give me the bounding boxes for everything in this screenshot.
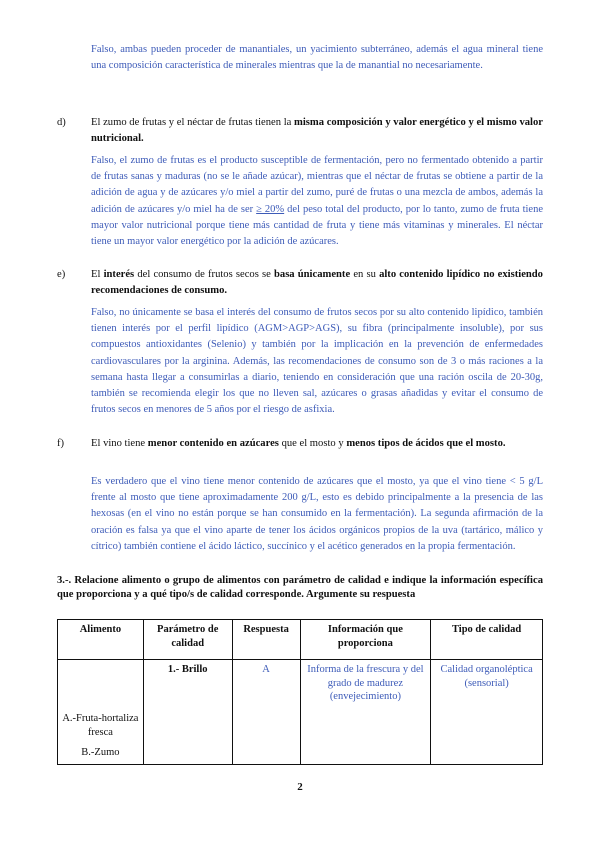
cell-parameter: 1.- Brillo (143, 660, 232, 765)
quality-table (57, 619, 543, 765)
item-e (57, 267, 543, 300)
item-e-statement: El interés del consumo de frutos secos se basa únicamente en su alto contenido lipídico no existiendo recomendaciones de consumo. (91, 269, 543, 297)
table-header-row (58, 620, 543, 660)
question-3: 3.-. Relacione alimento o grupo de alimentos con parámetro de calidad e indique la información específica que proporciona y a qué tipo/s de calidad corresponde. Argumente su respuesta (57, 575, 543, 600)
answer-c-tail: Falso, ambas pueden proceder de manantiales, un yacimiento subterráneo, además el agua mineral tiene una composición característica de minerales mientras que la de manantial no necesariamente. (91, 44, 543, 72)
food-a: A.-Fruta-hortaliza fresca (62, 713, 139, 738)
item-d-statement: El zumo de frutas y el néctar de frutas tienen la misma composición y valor energético y el mismo valor nutricional. (91, 117, 543, 145)
item-d (57, 115, 543, 148)
food-b: B.-Zumo (81, 747, 120, 758)
answer-f: Es verdadero que el vino tiene menor contenido de azúcares que el mosto, ya que el vino tiene < 5 g/L frente al mosto que tiene aproximadamente 200 g/L, esto es debido principalmente a la presencia de las hexosas (en el vino no están porque se han consumido en la fermentación). La segunda afirmación de la oración es falsa ya que el vino aparte de tener los ácidos orgánicos propios de la uva (tartárico, málico y cítrico) también contiene el ácido láctico, succínico y el acético generados en la propia fermentación. (91, 476, 543, 552)
item-e-marker: e) (57, 269, 66, 280)
answer-d: Falso, el zumo de frutas es el producto susceptible de fermentación, pero no fermentado obtenido a partir de frutas sanas y maduras (no se le añade azúcar), mientras que el néctar de frutas se obtiene a partir de la adición de agua y de azúcares y/o miel a partir del zumo, puré de frutas o una mezcla de ambos, además la adición de azúcares y/o miel ha de ser ≥ 20% del peso total del producto, por lo tanto, zumo de fruta tiene mayor valor nutricional porque tiene más cantidad de fruta y tiene más vitaminas y minerales. El néctar tiene un mayor valor energético por la adición de azúcares. (91, 155, 544, 248)
header-food: Alimento (58, 620, 144, 660)
cell-info: Informa de la frescura y del grado de madurez (envejecimiento) (300, 660, 431, 765)
cell-food (58, 660, 144, 765)
item-f-statement: El vino tiene menor contenido en azúcares que el mosto y menos tipos de ácidos que el mosto. (91, 438, 506, 449)
answer-e: Falso, no únicamente se basa el interés del consumo de frutos secos por su alto contenido lipídico, también tienen interés por el perfil lipídico (AGM>AGP>AGS), su fibra (principalmente insoluble), por sus compuestos antioxidantes (Selenio) y también por la implicación en la prevención de enfermedades cardiovasculares por la arginina. Además, las recomendaciones de consumo son de 3 o más raciones a la semana hasta llegar a consumirlas a diario, teniendo en consideración que una ración oscila de 20-30g, también se recomienda elegir los que no lleven sal, azúcares o grasas añadidas y evitar el consumo de frutos secos en menores de 5 años por el riesgo de asfixia. (91, 307, 543, 416)
cell-answer: A (232, 660, 300, 765)
item-f-marker: f) (57, 438, 65, 449)
item-d-marker: d) (57, 117, 66, 128)
header-quality: Tipo de calidad (431, 620, 543, 660)
cell-quality: Calidad organoléptica (sensorial) (431, 660, 543, 765)
header-answer: Respuesta (232, 620, 300, 660)
page-number: 2 (297, 781, 303, 793)
header-info: Información que proporciona (300, 620, 431, 660)
table-row (58, 660, 543, 765)
header-parameter: Parámetro de calidad (143, 620, 232, 660)
item-f (57, 436, 543, 452)
